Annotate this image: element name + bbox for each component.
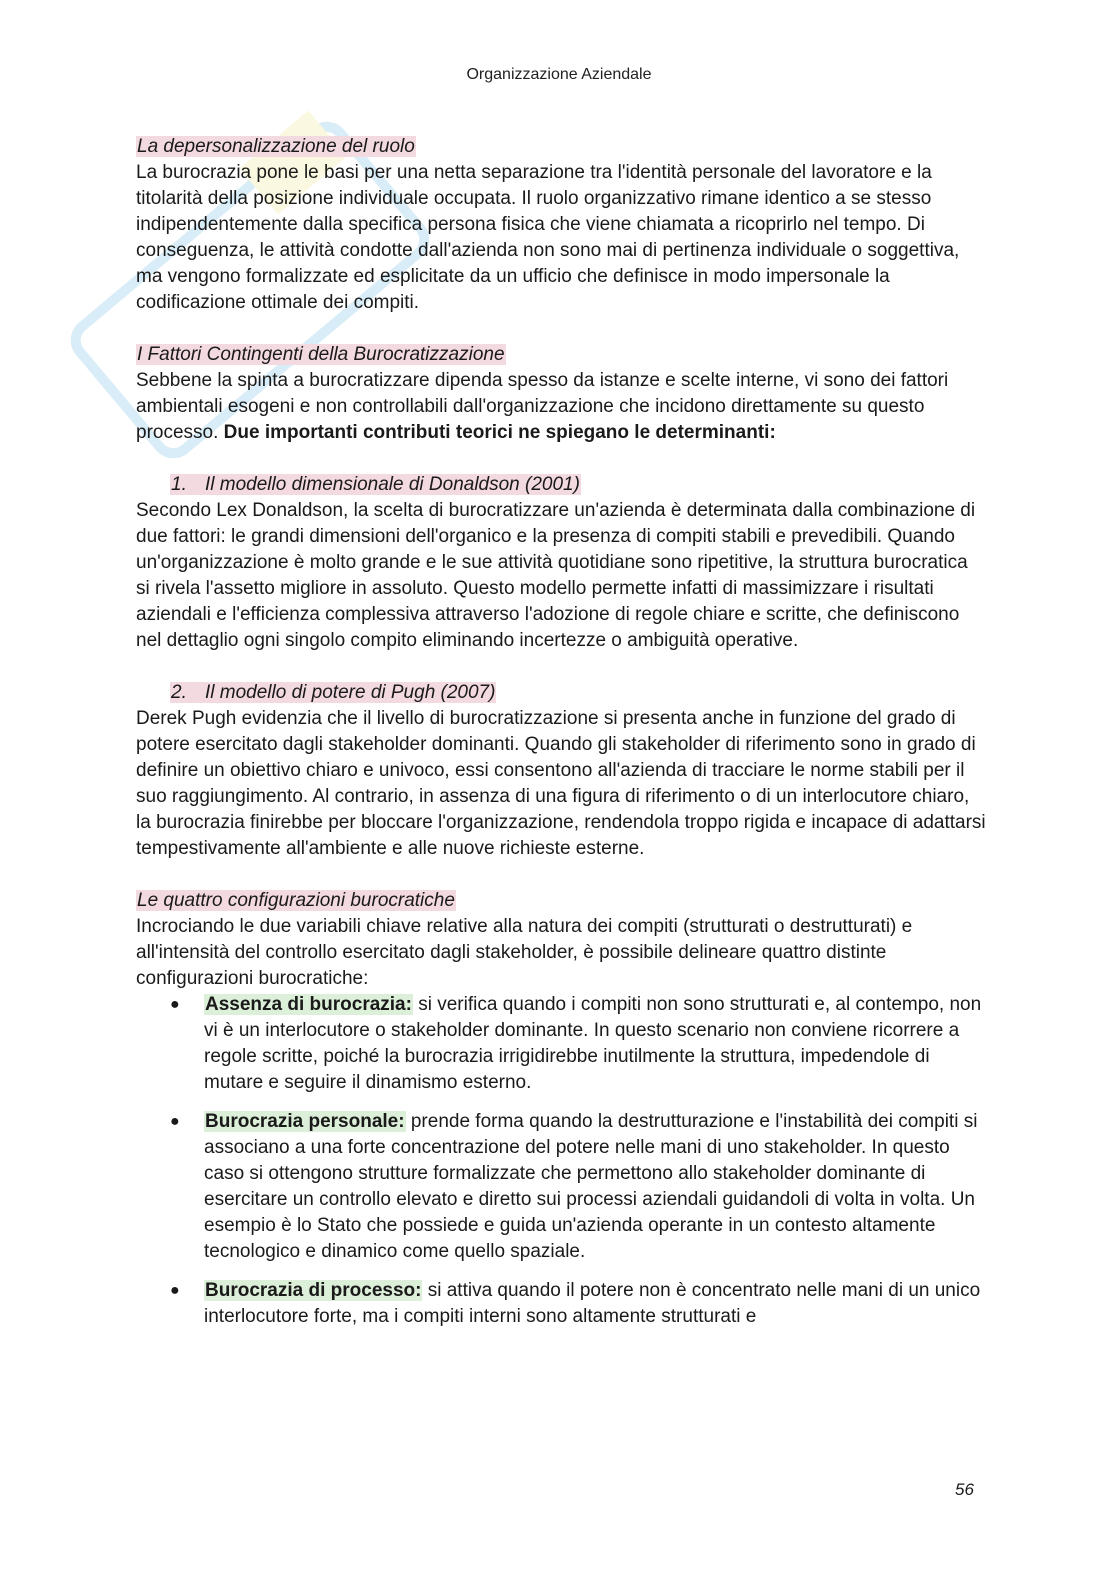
bullet-icon: ● xyxy=(170,996,180,1013)
bullet-icon: ● xyxy=(170,1282,180,1299)
bullet-icon: ● xyxy=(170,1113,180,1130)
page-header: Organizzazione Aziendale xyxy=(466,66,652,83)
paragraph: Incrociando le due variabili chiave relative alla natura dei compiti (strutturati o destrutturati) e all'intensità del controllo esercitato dagli stakeholder, è possibile delineare quattro distinte configurazioni burocratiche: xyxy=(136,916,913,989)
model-heading: 2. Il modello di potere di Pugh (2007) xyxy=(171,682,496,703)
page-number: 56 xyxy=(955,1480,974,1499)
paragraph: Derek Pugh evidenzia che il livello di burocratizzazione si presenta anche in funzione del grado di potere esercitato dagli stakeholder dominanti. Quando gli stakeholder di riferimento sono in grado di definire un obiettivo chiaro e univoco, essi consentono all'azienda di tracciare le norme stabili per il suo raggiungimento. Al contrario, in assenza di una figura di riferimento o di un interlocutore chiaro, la burocrazia finirebbe per bloccare l'organizzazione, rendendola troppo rigida e incapace di adattarsi tempestivamente all'ambiente e alle nuove richieste esterne. xyxy=(136,708,986,859)
section-heading: Le quattro configurazioni burocratiche xyxy=(137,890,455,911)
section-heading: I Fattori Contingenti della Burocratizzazione xyxy=(137,344,505,365)
list-item: ● Burocrazia di processo: si attiva quando il potere non è concentrato nelle mani di un unico interlocutore forte, ma i compiti interni sono altamente strutturati e xyxy=(170,1280,981,1327)
list-item: ● Assenza di burocrazia: si verifica quando i compiti non sono strutturati e, al contempo, non vi è un interlocutore o stakeholder dominante. In questo scenario non conviene ricorrere a regole scritte, poiché la burocrazia irrigidirebbe inutilmente la struttura, impedendole di mutare e seguire il dinamismo esterno. xyxy=(170,994,982,1093)
list-item: ● Burocrazia personale: prende forma quando la destrutturazione e l'instabilità dei compiti si associano a una forte concentrazione del potere nelle mani di uno stakeholder. In questo caso si ottengono strutture formalizzate che permettono allo stakeholder dominante di esercitare un controllo elevato e diretto sui processi aziendali guidandoli di volta in volta. Un esempio è lo Stato che possiede e guida un'azienda operante in un contesto altamente tecnologico e dinamico come quello spaziale. xyxy=(170,1111,978,1262)
bullet-list xyxy=(136,992,986,1330)
section-heading: La depersonalizzazione del ruolo xyxy=(137,136,415,157)
paragraph: Sebbene la spinta a burocratizzare dipenda spesso da istanze e scelte interne, vi sono dei fattori ambientali esogeni e non controllabili dall'organizzazione che incidono direttamente su questo processo. Due importanti contributi teorici ne spiegano le determinanti: xyxy=(136,370,949,443)
document-body xyxy=(136,134,986,1343)
paragraph: Secondo Lex Donaldson, la scelta di burocratizzare un'azienda è determinata dalla combinazione di due fattori: le grandi dimensioni dell'organico e la presenza di compiti stabili e prevedibili. Quando un'organizzazione è molto grande e le sue attività quotidiane sono ripetitive, la struttura burocratica si rivela l'assetto migliore in assoluto. Questo modello permette infatti di massimizzare i risultati aziendali e l'efficienza complessiva attraverso l'adozione di regole chiare e scritte, che definiscono nel dettaglio ogni singolo compito eliminando incertezze o ambiguità operative. xyxy=(136,500,976,651)
paragraph: La burocrazia pone le basi per una netta separazione tra l'identità personale del lavoratore e la titolarità della posizione individuale occupata. Il ruolo organizzativo rimane identico a se stesso indipendentemente dalla specifica persona fisica che viene chiamata a ricoprirlo nel tempo. Di conseguenza, le attività condotte dall'azienda non sono mai di pertinenza individuale o soggettiva, ma vengono formalizzate ed esplicitate da un ufficio che definisce in modo impersonale la codificazione ottimale dei compiti. xyxy=(136,162,960,313)
model-heading: 1. Il modello dimensionale di Donaldson (2001) xyxy=(171,474,580,495)
